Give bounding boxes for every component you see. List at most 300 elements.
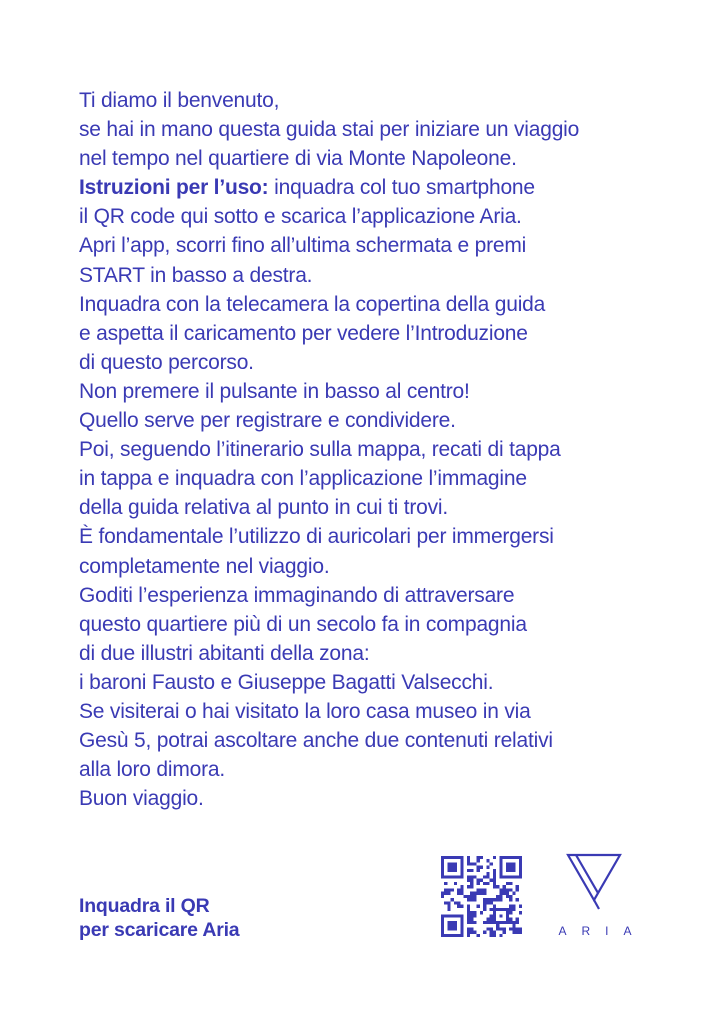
qr-module [467,914,470,917]
qr-module [490,862,493,865]
qr-module [480,888,483,891]
qr-module [447,866,450,869]
qr-module [447,856,450,859]
instructions-line [79,173,679,202]
qr-module [512,869,515,872]
qr-module [470,927,473,930]
qr-module [441,892,444,895]
qr-module [444,875,447,878]
qr-module [444,901,447,904]
qr-module [519,872,522,875]
qr-module [441,924,444,927]
qr-module [516,921,519,924]
qr-module [499,866,502,869]
qr-module [457,875,460,878]
qr-module [470,898,473,901]
qr-caption [79,894,239,942]
text-line: in tappa e inquadra con l’applicazione l’immagine [79,467,527,491]
qr-module [473,911,476,914]
qr-module [519,931,522,934]
qr-module [444,934,447,937]
qr-module [467,895,470,898]
qr-module [457,905,460,908]
qr-module [493,931,496,934]
qr-module [490,914,493,917]
qr-module [473,895,476,898]
qr-module [470,892,473,895]
qr-module [467,931,470,934]
qr-module [454,921,457,924]
qr-module [441,934,444,937]
qr-module [451,866,454,869]
qr-module [451,934,454,937]
qr-module [496,924,499,927]
qr-module [470,879,473,882]
qr-module [444,914,447,917]
qr-module [493,882,496,885]
qr-module [506,921,509,924]
qr-module [441,931,444,934]
qr-module [490,927,493,930]
qr-module [441,866,444,869]
qr-module [519,859,522,862]
qr-module [499,856,502,859]
qr-module [512,892,515,895]
qr-module [447,901,450,904]
qr-module [451,875,454,878]
qr-module [503,856,506,859]
logo-wordmark: ARIA [558,924,647,938]
qr-module [483,921,486,924]
qr-module [512,921,515,924]
qr-module [454,914,457,917]
qr-module [506,895,509,898]
qr-module [467,911,470,914]
qr-module [493,905,496,908]
qr-module [441,895,444,898]
qr-module [467,934,470,937]
qr-module [493,908,496,911]
text-line: se hai in mano questa guida stai per iniziare un viaggio [79,118,580,142]
qr-module [444,892,447,895]
qr-module [447,862,450,865]
qr-module [441,869,444,872]
qr-module [467,921,470,924]
qr-module [486,921,489,924]
qr-module [447,905,450,908]
qr-module [451,888,454,891]
qr-module [460,927,463,930]
qr-module [486,859,489,862]
qr-module [441,862,444,865]
qr-module [503,921,506,924]
qr-module [454,901,457,904]
qr-module [454,927,457,930]
qr-module [512,905,515,908]
qr-module [473,892,476,895]
qr-module [490,908,493,911]
qr-module [470,918,473,921]
qr-module [467,856,470,859]
qr-module [509,875,512,878]
qr-module [483,901,486,904]
qr-module [509,908,512,911]
qr-module [486,872,489,875]
qr-module [483,875,486,878]
qr-module [509,869,512,872]
qr-module [516,927,519,930]
qr-module [447,927,450,930]
instructions-label: Istruzioni per l’uso: [79,176,269,200]
qr-module [460,905,463,908]
qr-module [509,856,512,859]
qr-module [519,875,522,878]
text-line: di due illustri abitanti della zona: [79,641,370,665]
qr-module [499,869,502,872]
qr-module [486,866,489,869]
qr-module [460,888,463,891]
qr-module [470,885,473,888]
text-line: il QR code qui sotto e scarica l’applicazione Aria. [79,205,522,229]
qr-module [516,885,519,888]
qr-module [499,914,502,917]
qr-module [444,882,447,885]
qr-module [460,872,463,875]
qr-module [516,875,519,878]
qr-module [506,856,509,859]
qr-module [490,931,493,934]
qr-module [467,862,470,865]
qr-module [512,924,515,927]
qr-module [470,921,473,924]
qr-module [493,934,496,937]
qr-module [499,892,502,895]
qr-module [441,859,444,862]
qr-module [509,898,512,901]
qr-module [493,914,496,917]
qr-module [499,898,502,901]
qr-module [496,908,499,911]
text-line: e aspetta il caricamento per vedere l’Introduzione [79,321,528,345]
qr-module [441,875,444,878]
qr-module [506,882,509,885]
qr-module [509,927,512,930]
qr-module [503,888,506,891]
text-line: Inquadra con la telecamera la copertina della guida [79,292,546,316]
qr-module [512,856,515,859]
qr-module [506,866,509,869]
qr-module [512,866,515,869]
text-line: completamente nel viaggio. [79,554,330,578]
qr-module [493,911,496,914]
qr-module [486,898,489,901]
qr-module [506,908,509,911]
qr-module [486,882,489,885]
qr-module [470,895,473,898]
qr-module [493,875,496,878]
qr-module [467,869,470,872]
qr-module [496,921,499,924]
qr-module [499,872,502,875]
qr-module [499,875,502,878]
qr-module [473,875,476,878]
qr-module [519,905,522,908]
qr-module [473,931,476,934]
qr-module [512,875,515,878]
qr-module [490,898,493,901]
qr-module [457,888,460,891]
qr-module [477,892,480,895]
qr-module [483,905,486,908]
qr-module [464,895,467,898]
qr-module [499,934,502,937]
qr-module [499,908,502,911]
qr-module [509,862,512,865]
text-line: START in basso a destra. [79,263,313,287]
qr-module [480,911,483,914]
qr-module [490,918,493,921]
qr-module [460,931,463,934]
qr-module [477,856,480,859]
qr-module [493,898,496,901]
qr-module [509,921,512,924]
qr-module [457,914,460,917]
qr-module [454,862,457,865]
qr-module [490,921,493,924]
qr-module [441,856,444,859]
qr-module [470,882,473,885]
qr-module [519,911,522,914]
qr-module [512,931,515,934]
instructions-text: inquadra col tuo smartphone [268,176,535,200]
qr-module [506,914,509,917]
qr-module [457,856,460,859]
qr-module [506,892,509,895]
qr-module [493,872,496,875]
qr-module [519,869,522,872]
qr-module [451,898,454,901]
text-line: Se visiterai o hai visitato la loro casa museo in via [79,699,531,723]
qr-module [470,911,473,914]
qr-module [483,882,486,885]
qr-module [477,866,480,869]
qr-module [490,901,493,904]
qr-module [444,888,447,891]
qr-module [493,918,496,921]
qr-module [460,875,463,878]
qr-module [496,898,499,901]
qr-code-icon [441,856,522,937]
qr-module [506,862,509,865]
qr-module [480,856,483,859]
qr-module [486,918,489,921]
qr-module [519,866,522,869]
qr-module [451,869,454,872]
qr-module [451,856,454,859]
qr-module [516,898,519,901]
qr-module [454,869,457,872]
qr-module [470,862,473,865]
qr-module [467,875,470,878]
qr-module [451,862,454,865]
qr-module [470,914,473,917]
qr-module [447,924,450,927]
qr-module [519,927,522,930]
qr-module [460,869,463,872]
qr-module [447,875,450,878]
qr-module [454,866,457,869]
qr-module [441,914,444,917]
qr-module [460,859,463,862]
text-line: alla loro dimora. [79,758,225,782]
qr-module [486,901,489,904]
text-line: questo quartiere più di un secolo fa in compagnia [79,612,527,636]
text-line: i baroni Fausto e Giuseppe Bagatti Valsecchi. [79,670,494,694]
qr-module [441,921,444,924]
qr-module [506,911,509,914]
text-line: della guida relativa al punto in cui ti trovi. [79,496,449,520]
aria-logo-icon [540,852,650,942]
qr-module [457,892,460,895]
qr-module [451,927,454,930]
text-line: Goditi l’esperienza immaginando di attraversare [79,583,515,607]
qr-module [496,885,499,888]
qr-module [519,862,522,865]
qr-module [493,921,496,924]
qr-module [460,856,463,859]
qr-module [483,931,486,934]
qr-module [506,869,509,872]
qr-module [473,862,476,865]
qr-module [506,875,509,878]
qr-module [460,924,463,927]
qr-module [506,918,509,921]
qr-module [460,921,463,924]
qr-module [499,921,502,924]
qr-module [447,921,450,924]
qr-module [454,934,457,937]
qr-module [477,934,480,937]
qr-module [460,934,463,937]
qr-module [473,914,476,917]
qr-module [519,856,522,859]
qr-module [499,888,502,891]
text-line: Poi, seguendo l’itinerario sulla mappa, recati di tappa [79,438,561,462]
qr-module [454,924,457,927]
qr-module [467,859,470,862]
qr-module [477,869,480,872]
qr-module [477,905,480,908]
qr-module [480,879,483,882]
qr-module [477,888,480,891]
qr-module [470,875,473,878]
qr-module [503,927,506,930]
qr-module [454,856,457,859]
qr-module [457,934,460,937]
qr-module [516,856,519,859]
qr-module [477,879,480,882]
qr-module [509,918,512,921]
text-line: Gesù 5, potrai ascoltare anche due contenuti relativi [79,729,553,753]
qr-module [473,921,476,924]
qr-module [441,918,444,921]
qr-module [512,927,515,930]
qr-caption-line: per scaricare Aria [79,919,240,941]
qr-module [499,895,502,898]
qr-module [512,908,515,911]
qr-module [483,898,486,901]
qr-module [499,859,502,862]
closing: Buon viaggio. [79,787,204,811]
qr-module [451,914,454,917]
qr-module [496,927,499,930]
qr-module [509,895,512,898]
qr-module [490,934,493,937]
qr-module [477,859,480,862]
qr-module [460,862,463,865]
qr-module [496,895,499,898]
qr-module [473,898,476,901]
qr-module [451,924,454,927]
qr-module [503,892,506,895]
qr-module [493,856,496,859]
qr-module [467,905,470,908]
qr-module [493,879,496,882]
qr-module [451,921,454,924]
qr-module [509,911,512,914]
qr-module [493,885,496,888]
qr-module [470,931,473,934]
qr-module [512,862,515,865]
qr-module [454,875,457,878]
qr-module [467,918,470,921]
qr-module [460,866,463,869]
qr-module [444,856,447,859]
qr-module [454,882,457,885]
qr-module [486,875,489,878]
qr-module [441,927,444,930]
qr-module [460,892,463,895]
qr-module [509,905,512,908]
qr-module [516,918,519,921]
qr-module [509,866,512,869]
qr-module [467,908,470,911]
qr-module [447,892,450,895]
qr-module [509,882,512,885]
qr-module [447,914,450,917]
qr-caption-line: Inquadra il QR [79,895,210,917]
qr-module [467,885,470,888]
qr-module [447,888,450,891]
qr-module [503,908,506,911]
qr-module [506,888,509,891]
qr-module [447,869,450,872]
qr-module [499,927,502,930]
qr-module [483,888,486,891]
qr-module [503,885,506,888]
greeting: Ti diamo il benvenuto, [79,89,280,112]
qr-module [470,869,473,872]
qr-module [460,918,463,921]
qr-module [490,879,493,882]
qr-module [467,898,470,901]
qr-module [516,888,519,891]
qr-module [447,908,450,911]
qr-module [467,879,470,882]
qr-module [480,866,483,869]
qr-module [460,914,463,917]
qr-module [493,869,496,872]
